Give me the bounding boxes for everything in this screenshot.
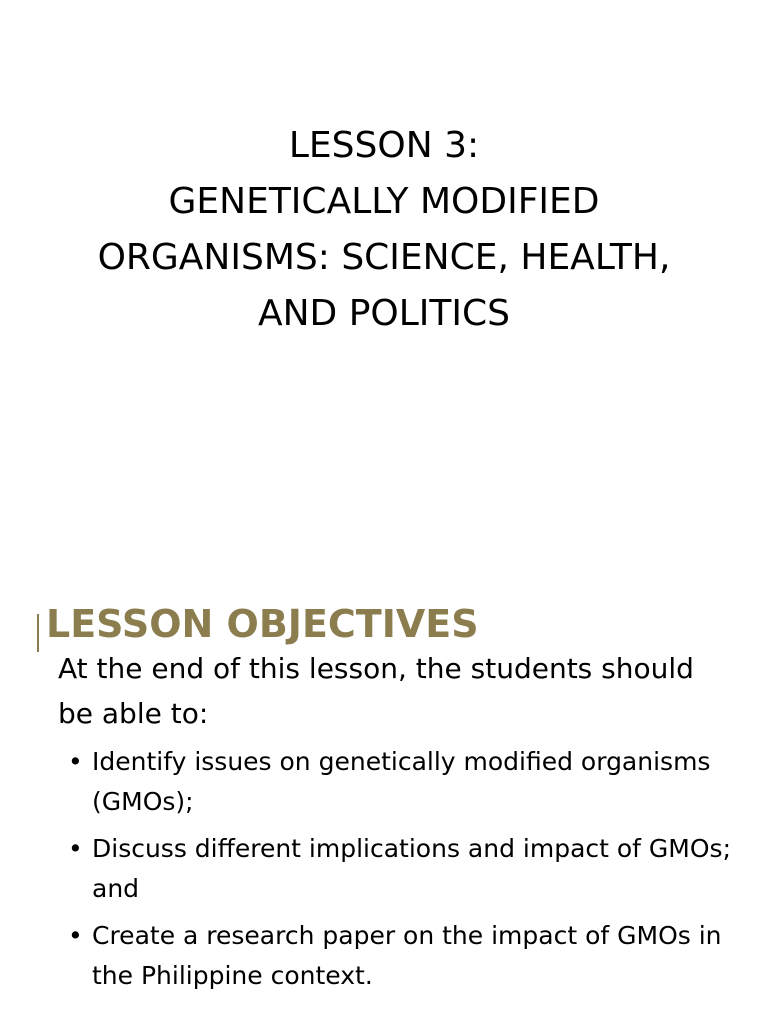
bullet-icon: •	[68, 834, 83, 863]
objective-text: Create a research paper on the impact of GMOs in the Philippine context.	[92, 921, 722, 990]
title-line-3: ORGANISMS: SCIENCE, HEALTH,	[97, 237, 671, 278]
title-line-4: AND POLITICS	[257, 293, 511, 334]
objectives-list	[62, 742, 742, 1003]
list-item	[62, 916, 742, 996]
objectives-heading: LESSON OBJECTIVES	[46, 602, 479, 646]
objectives-intro: At the end of this lesson, the students should be able to:	[58, 652, 694, 730]
objective-text: Discuss different implications and impact of GMOs; and	[92, 834, 731, 903]
title-line-2: GENETICALLY MODIFIED	[168, 181, 600, 222]
objective-text: Identify issues on genetically modified organisms (GMOs);	[92, 747, 711, 816]
list-item	[62, 742, 742, 822]
objectives-slide	[0, 580, 768, 1024]
bullet-icon: •	[68, 747, 83, 776]
slide-title	[40, 118, 728, 342]
title-line-1: LESSON 3:	[288, 125, 480, 166]
bullet-icon: •	[68, 921, 83, 950]
heading-accent-bar	[37, 614, 39, 652]
list-item	[62, 829, 742, 909]
